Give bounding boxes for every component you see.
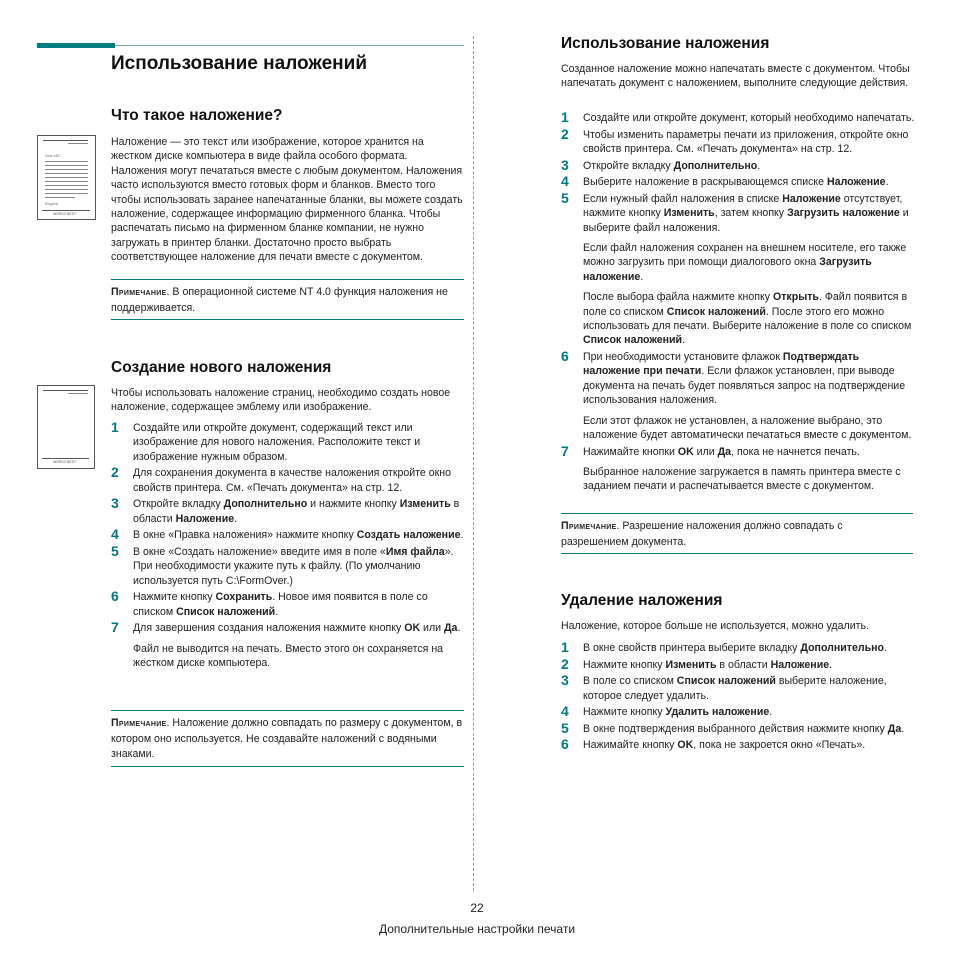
step-number: 4 — [561, 703, 569, 720]
step-item — [561, 189, 915, 348]
note-label: Примечание — [561, 520, 617, 532]
step-text: В окне свойств принтера выберите вкладку Дополнительно. — [583, 642, 887, 654]
heading-delete-overlay: Удаление наложения — [561, 592, 723, 609]
footer-section-title: Дополнительные настройки печати — [378, 922, 576, 936]
letterhead-thumbnail — [37, 135, 96, 220]
step-text: Если нужный файл наложения в списке Наложение отсутствует, нажмите кнопку Изменить, затем кнопку Загрузить наложение и выберите файл наложения. — [583, 192, 909, 234]
step-item — [111, 466, 466, 495]
step-text: Откройте вкладку Дополнительно и нажмите кнопку Изменить в области Наложение. — [133, 498, 460, 525]
step-number: 1 — [111, 419, 119, 435]
step-number: 7 — [111, 619, 119, 636]
step-number: 1 — [561, 639, 569, 655]
step-item — [561, 655, 915, 672]
delete-overlay-steps — [561, 641, 915, 755]
step-number: 2 — [111, 464, 119, 481]
note-text: . Разрешение наложения должно совпадать с разрешением документа. — [561, 520, 843, 548]
step-item — [561, 705, 915, 719]
header-rule — [115, 45, 464, 46]
step-item — [561, 719, 915, 736]
thumbnail-signature: Regards — [45, 202, 59, 206]
step-item — [111, 590, 466, 619]
step-text: В окне подтверждения выбранного действия нажмите кнопку Да. — [583, 722, 905, 735]
step-number: 5 — [111, 543, 119, 559]
thumbnail-footer-text: WORLD BEST — [53, 212, 77, 216]
step-item — [111, 545, 466, 588]
step-number: 5 — [561, 189, 569, 206]
note-nt4 — [111, 279, 464, 320]
step-number: 1 — [561, 109, 569, 125]
note-label: Примечание — [111, 286, 167, 298]
step-number: 6 — [111, 588, 119, 605]
page-number: 22 — [470, 901, 484, 915]
step-number: 2 — [561, 125, 569, 142]
step-text: Создайте или откройте документ, который необходимо напечатать. — [583, 112, 915, 124]
step-item — [111, 528, 466, 542]
column-divider — [473, 36, 474, 891]
step-item — [111, 497, 466, 526]
heading-what-is-overlay: Что такое наложение? — [111, 107, 283, 124]
step-item — [111, 421, 466, 464]
use-overlay-intro: Созданное наложение можно напечатать вместе с документом. Чтобы напечатать документ с наложением, выполните следующие действия. — [561, 63, 910, 90]
step-text: В окне «Создать наложение» введите имя в поле «Имя файла». При необходимости укажите путь к файлу. (По умолчанию используется путь C:\FormOver.) — [133, 546, 454, 587]
step-number: 7 — [561, 442, 569, 459]
step-subtext: Файл не выводится на печать. Вместо этого он сохраняется на жестком диске компьютера. — [133, 642, 444, 670]
delete-overlay-intro: Наложение, которое больше не используется, можно удалить. — [561, 620, 869, 632]
step-subtext: Если этот флажок не установлен, а наложение выбрано, это наложение будет автоматически печататься вместе с документом. — [583, 414, 912, 442]
create-overlay-steps — [111, 421, 466, 673]
step-item — [111, 621, 466, 670]
step-number: 6 — [561, 348, 569, 365]
step-number: 6 — [561, 736, 569, 753]
step-item — [561, 641, 915, 655]
step-number: 5 — [561, 719, 569, 736]
header-accent-bar — [37, 43, 115, 48]
heading-create-overlay: Создание нового наложения — [111, 359, 332, 376]
step-text: В поле со списком Список наложений выберите наложение, которое следует удалить. — [583, 675, 887, 702]
thumbnail2-footer-text: WORLD BEST — [53, 460, 77, 464]
step-item — [561, 350, 915, 442]
step-number: 3 — [561, 156, 569, 173]
step-text: Выберите наложение в раскрывающемся списке Наложение. — [583, 176, 889, 189]
use-overlay-steps — [561, 111, 915, 496]
step-item — [561, 175, 915, 189]
step-text: Для сохранения документа в качестве наложения откройте окно свойств принтера. См. «Печать документа» на стр. 12. — [133, 467, 452, 494]
note-label: Примечание — [111, 717, 167, 729]
step-item — [561, 442, 915, 494]
step-number: 3 — [111, 495, 119, 512]
step-number: 3 — [561, 672, 569, 689]
step-number: 4 — [561, 173, 569, 190]
step-number: 4 — [111, 526, 119, 543]
step-text: Чтобы изменить параметры печати из приложения, откройте окно свойств принтера. См. «Печать документа» на стр. 12. — [583, 128, 909, 155]
step-subtext: Если файл наложения сохранен на внешнем носителе, его также можно загрузить при помощи диалогового окна Загрузить наложение. — [583, 242, 907, 283]
note-resolution — [561, 513, 913, 554]
step-item — [561, 674, 915, 703]
note-overlay-size — [111, 710, 464, 767]
step-text: Нажмите кнопку Удалить наложение. — [583, 706, 773, 719]
page-title: Использование наложений — [111, 53, 367, 74]
what-is-overlay-text: Наложение — это текст или изображение, которое хранится на жестком диске компьютера в виде файла особого формата. Наложения могут печататься вместе с любым документом. Наложения часто используются вместо готовых форм и бланков. Вместо того чтобы использовать заранее напечатанные бланки, вы можете создать наложение, содержащее информацию фирменного бланка. Чтобы распечатать письмо на фирменном бланке компании, не нужно загружать в принтер бланки. Достаточно просто выбрать соответствующее наложение для печати вместе с документом. — [111, 136, 463, 264]
note-text: . Наложение должно совпадать по размеру с документом, в котором оно используется. Не создавайте наложений с водяными знаками. — [111, 717, 463, 760]
step-item — [561, 125, 915, 157]
step-text: Создайте или откройте документ, содержащий текст или изображение для нового наложения. Расположите текст и изображение нужным образом. — [133, 422, 421, 463]
step-text: При необходимости установите флажок Подтверждать наложение при печати. Если флажок установлен, при выводе документа на печать будет появляться запрос на подтверждение использования наложения. — [583, 351, 906, 407]
step-text: Нажимайте кнопку OK, пока не закроется окно «Печать». — [583, 739, 866, 752]
step-subtext: После выбора файла нажмите кнопку Открыть. Файл появится в поле со списком Список наложений. После этого его можно использовать для печати. Выберите наложение в поле со списком Список наложений. — [583, 291, 912, 347]
create-overlay-intro: Чтобы использовать наложение страниц, необходимо создать новое наложение, содержащее эмблему или изображение. — [111, 387, 451, 414]
step-item — [561, 738, 915, 752]
step-text: Нажмите кнопку Изменить в области Наложение. — [583, 658, 833, 671]
heading-use-overlay: Использование наложения — [561, 35, 770, 52]
overlay-thumbnail — [37, 385, 95, 469]
step-subtext: Выбранное наложение загружается в память принтера вместе с заданием печати и распечатывается вместе с документом. — [583, 466, 901, 493]
note-text: . В операционной системе NT 4.0 функция наложения не поддерживается. — [111, 286, 448, 314]
step-text: Нажимайте кнопки OK или Да, пока не начнется печать. — [583, 445, 860, 458]
thumbnail-salutation: Dear ABC — [45, 154, 61, 158]
step-text: Откройте вкладку Дополнительно. — [583, 159, 761, 172]
step-text: Нажмите кнопку Сохранить. Новое имя появится в поле со списком Список наложений. — [133, 591, 428, 618]
step-number: 2 — [561, 655, 569, 672]
step-text: В окне «Правка наложения» нажмите кнопку Создать наложение. — [133, 529, 464, 542]
step-text: Для завершения создания наложения нажмите кнопку OK или Да. — [133, 622, 461, 635]
step-item — [561, 111, 915, 125]
step-item — [561, 156, 915, 173]
